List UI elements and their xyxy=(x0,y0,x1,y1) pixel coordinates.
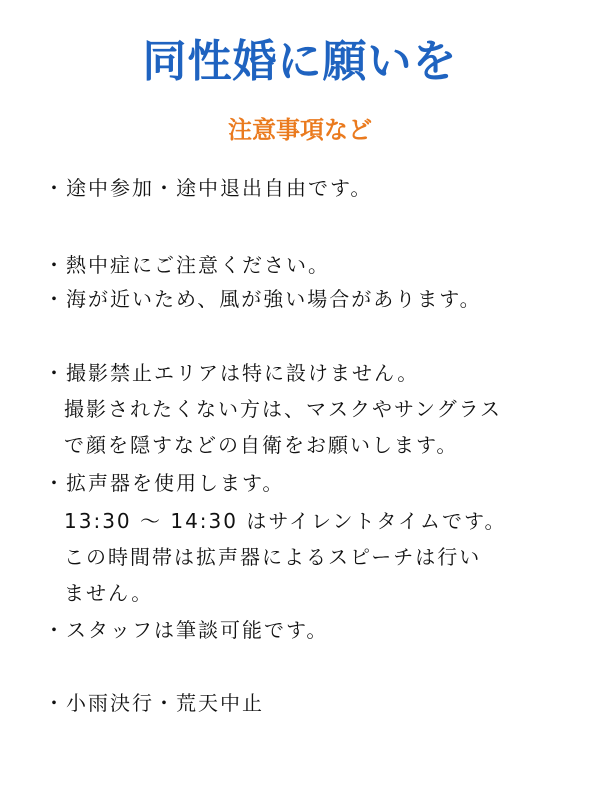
page-title: 同性婚に願いを xyxy=(142,36,458,87)
notice-line-2: ・熱中症にご注意ください。 xyxy=(44,253,330,277)
notice-line-3: ・海が近いため、風が強い場合があります。 xyxy=(44,287,482,311)
notice-line-11: ・スタッフは筆談可能です。 xyxy=(44,618,329,642)
notice-line-12: ・小雨決行・荒天中止 xyxy=(44,691,264,715)
notice-line-7: ・拡声器を使用します。 xyxy=(44,471,285,495)
notice-line-9: この時間帯は拡声器によるスピーチは行い xyxy=(64,545,482,569)
notice-line-1: ・途中参加・途中退出自由です。 xyxy=(44,176,373,200)
notice-line-6: で顔を隠すなどの自衛をお願いします。 xyxy=(64,433,459,457)
notice-line-8: 13:30 ～ 14:30 はサイレントタイムです。 xyxy=(64,509,507,533)
notice-line-10: ません。 xyxy=(64,581,154,605)
notice-line-4: ・撮影禁止エリアは特に設けません。 xyxy=(44,361,420,385)
page-subtitle: 注意事項など xyxy=(228,116,372,144)
notice-line-5: 撮影されたくない方は、マスクやサングラス xyxy=(64,397,502,421)
